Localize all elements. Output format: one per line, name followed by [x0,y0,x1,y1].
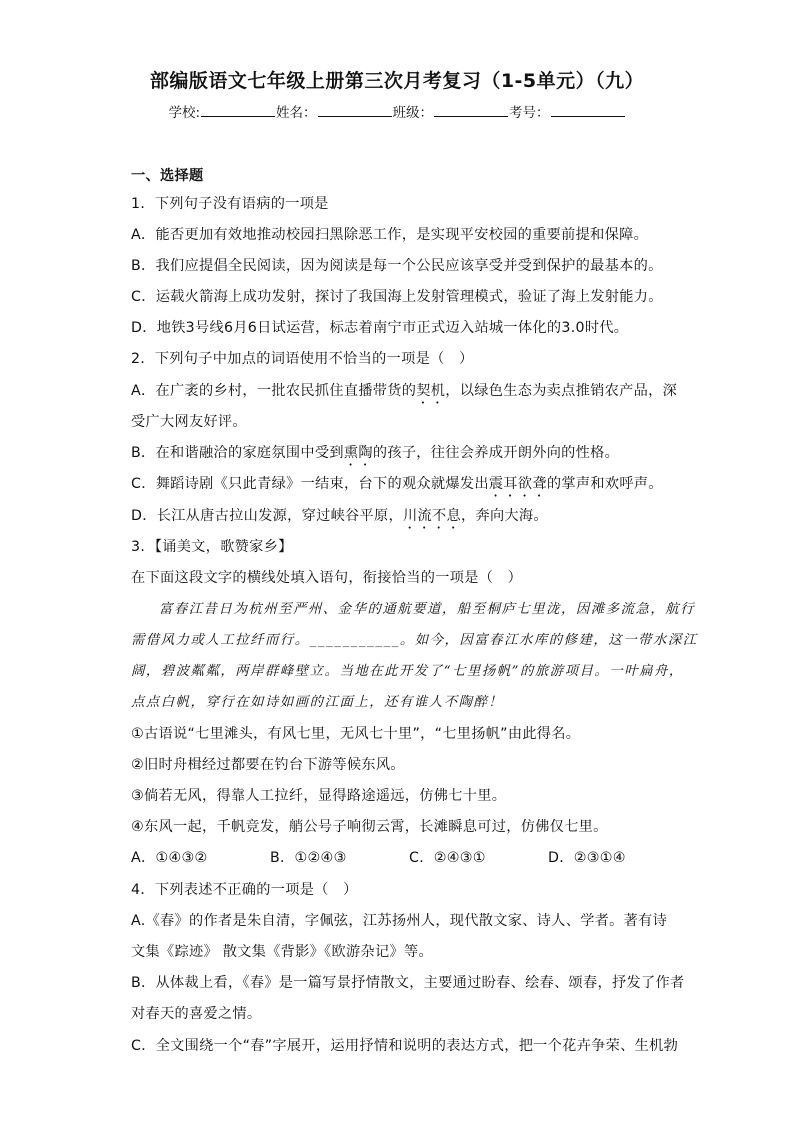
q4-option-b: B．从体裁上看，《春》是一篇写景抒情散文，主要通过盼春、绘春、颂春，抒发了作者 [131,975,685,991]
class-blank [434,103,508,117]
q3-stem: 3．【诵美文，歌赞家乡】 [131,539,293,555]
q2-option-b: B．在和谐融洽的家庭氛围中受到熏陶的孩子，往往会养成开朗外向的性格。 [131,445,620,461]
q4-stem: 4．下列表述不正确的一项是（ ） [131,882,358,898]
class-label: 班级： [392,105,434,121]
q3-passage-line-3: 阔，碧波粼粼，两岸群峰壁立。当地在此开发了“七里扬帆”的旅游项目。一叶扁舟， [131,664,684,679]
q3-sentence-4: ④东风一起，千帆竞发，艄公号子响彻云霄，长滩瞬息可过，仿佛仅七里。 [131,819,608,835]
emphasized-word: 契机 [416,383,446,399]
q4-option-c: C．全文围绕一个“春”字展开，运用抒情和说明的表达方式，把一个花卉争荣、生机勃 [131,1038,679,1054]
q3-option-a: A．①④③② [131,850,208,866]
name-label: 姓名： [276,105,317,121]
q4-option-a: A.《春》的作者是朱自清，字佩弦，江苏扬州人，现代散文家、诗人、学者。著有诗 [131,913,668,929]
q4-option-a-cont: 文集《踪迹》 散文集《背影》《欧游杂记》等。 [131,944,433,960]
emphasized-word: 熏陶 [343,445,373,461]
school-label: 学校: [168,105,201,121]
q3-option-c: C．②④③① [409,850,486,866]
q3-option-d: D．②③①④ [548,850,626,866]
school-blank [201,103,275,117]
student-info-row [0,101,794,121]
page-title: 部编版语文七年级上册第三次月考复习（1-5单元）（九） [149,70,645,92]
q1-option-d: D．地铁3号线6月6日试运营，标志着南宁市正式迈入站城一体化的3.0时代。 [131,320,629,336]
q1-option-b: B．我们应提倡全民阅读，因为阅读是每一个公民应该享受并受到保护的最基本的。 [131,258,663,274]
q2-option-d: D．长江从唐古拉山发源，穿过峡谷平原，川流不息，奔向大海。 [131,508,548,524]
q3-sentence-1: ①古语说“七里滩头，有风七里，无风七十里”，“七里扬帆”由此得名。 [131,726,581,742]
section-heading: 一、选择题 [131,168,204,184]
number-blank [551,103,625,117]
q3-passage-line-1: 富春江昔日为杭州至严州、金华的通航要道，船至桐庐七里泷，因滩多流急，航行 [159,602,696,617]
q2-option-a: A．在广袤的乡村，一批农民抓住直播带货的契机，以绿色生态为卖点推销农产品，深 [131,383,678,399]
q3-passage-line-4: 点点白帆，穿行在如诗如画的江面上，还有谁人不陶醉！ [131,695,504,710]
emphasized-word: 川流不息 [403,508,461,524]
name-blank [318,103,392,117]
q3-instruction: 在下面这段文字的横线处填入语句，衔接恰当的一项是（ ） [131,570,523,586]
q3-sentence-3: ③倘若无风，得靠人工拉纤，显得路途遥远，仿佛七十里。 [131,788,507,804]
q3-option-b: B．①②④③ [270,850,347,866]
emphasized-word: 震耳欲聋 [488,476,547,492]
number-label: 考号： [509,105,550,121]
q1-option-c: C．运载火箭海上成功发射，探讨了我国海上发射管理模式，验证了海上发射能力。 [131,289,663,305]
q3-options [131,847,626,867]
q2-stem: 2．下列句子中加点的词语使用不恰当的一项是（ ） [131,351,474,367]
q1-option-a: A．能否更加有效地推动校园扫黑除恶工作，是实现平安校园的重要前提和保障。 [131,227,649,243]
q4-option-b-cont: 对春天的喜爱之情。 [131,1006,262,1022]
q3-sentence-2: ②旧时舟楫经过都要在钓台下游等候东风。 [131,757,405,773]
q2-option-a-cont: 受广大网友好评。 [131,414,247,430]
q1-stem: 1．下列句子没有语病的一项是 [131,196,329,212]
q2-option-c: C．舞蹈诗剧《只此青绿》一结束，台下的观众就爆发出震耳欲聋的掌声和欢呼声。 [131,476,663,492]
q3-passage-line-2: 需借风力或人工拉纤而行。___________。如今，因富春江水库的修建，这一带水深江 [131,633,698,648]
